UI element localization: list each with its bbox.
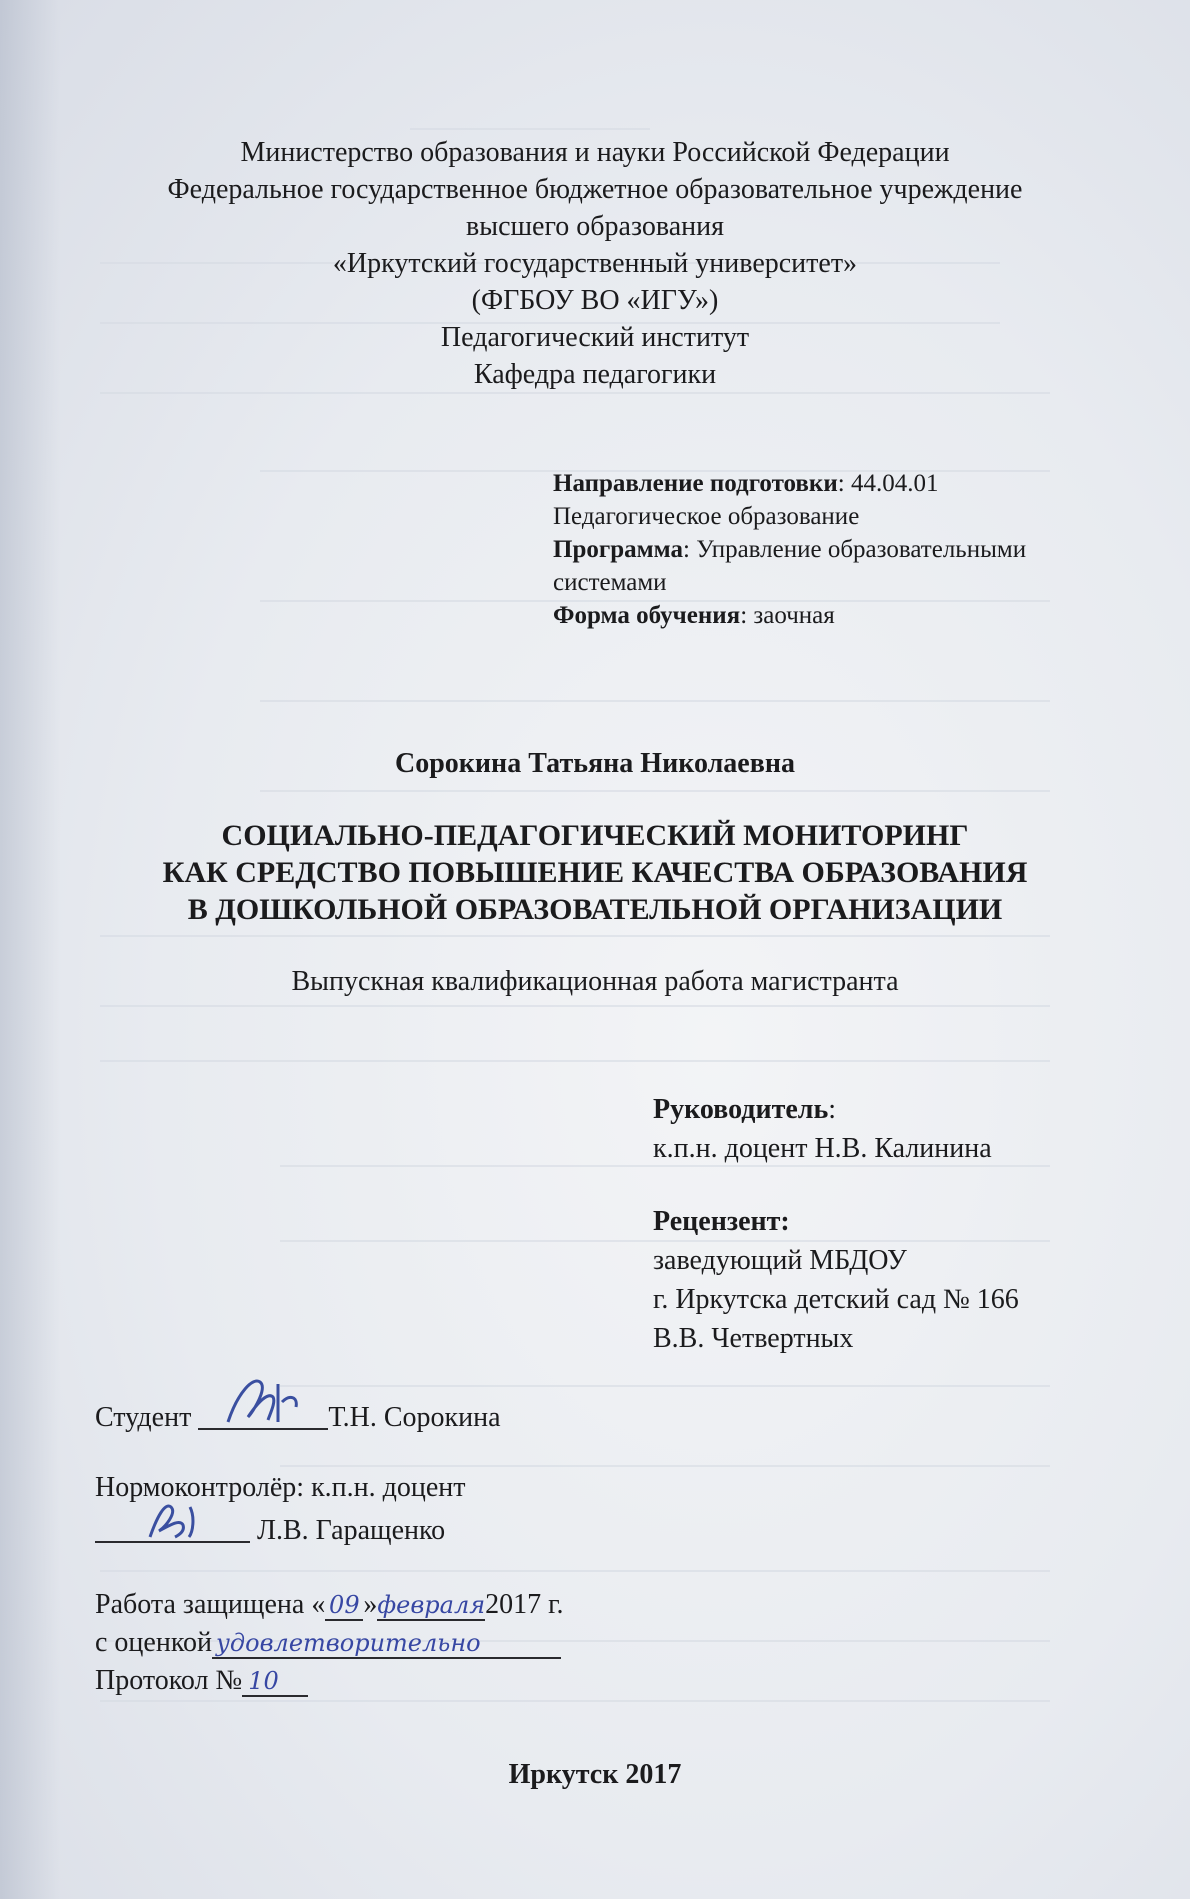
grade-value: удовлетворительно (212, 1629, 561, 1659)
institution-line-1: Федеральное государственное бюджетное образовательное учреждение (167, 174, 1023, 205)
show-through-line (280, 1465, 1050, 1467)
student-line (95, 1398, 501, 1434)
study-form-label: Форма обучения (553, 602, 741, 629)
show-through-line (100, 1700, 1050, 1702)
show-through-line (100, 1570, 1050, 1572)
supervisor-label: Руководитель (653, 1094, 829, 1125)
reviewer-line-1: заведующий МБДОУ (653, 1245, 907, 1276)
direction-name: Педагогическое образование (553, 503, 860, 530)
show-through-line (260, 700, 1050, 702)
department-name: Кафедра педагогики (473, 359, 717, 390)
student-label: Студент (95, 1402, 192, 1433)
city-year: Иркутск 2017 (508, 1759, 682, 1790)
protocol-line (95, 1665, 308, 1697)
supervisor-label-line (653, 1094, 836, 1126)
thesis-title-line-2: КАК СРЕДСТВО ПОВЫШЕНИЕ КАЧЕСТВА ОБРАЗОВАНИЯ (162, 856, 1028, 889)
reviewer-line-2: г. Иркутска детский сад № 166 (653, 1284, 1019, 1315)
study-form-line (553, 602, 835, 630)
show-through-line (280, 1385, 1050, 1387)
program-value-continued: системами (553, 569, 667, 596)
protocol-number: 10 (242, 1667, 308, 1697)
university-abbreviation: (ФГБОУ ВО «ИГУ») (471, 285, 719, 316)
show-through-line (100, 392, 1050, 394)
direction-code: : 44.04.01 (837, 470, 939, 497)
defense-line (95, 1589, 563, 1621)
defense-label: Работа защищена « (95, 1589, 326, 1620)
study-form-value: : заочная (740, 602, 835, 629)
reviewer-line-3: В.В. Четвертных (653, 1323, 854, 1354)
defense-month: февраля (377, 1591, 486, 1619)
show-through-line (410, 128, 650, 130)
student-signature-icon (198, 1372, 328, 1432)
grade-line (95, 1627, 561, 1659)
ministry-line: Министерство образования и науки Российской Федерации (240, 137, 950, 168)
show-through-line (260, 790, 1050, 792)
normcontrol-signature (95, 1515, 250, 1543)
show-through-line (100, 1060, 1050, 1062)
defense-day: 09 (325, 1591, 363, 1621)
institution-line-2: высшего образования (466, 211, 724, 242)
reviewer-label: Рецензент: (653, 1206, 790, 1237)
normcontrol-signature-icon (95, 1487, 250, 1547)
normcontrol-signature-line (95, 1511, 445, 1547)
show-through-line (100, 935, 1050, 937)
direction-label: Направление подготовки (553, 470, 838, 497)
thesis-title-line-1: СОЦИАЛЬНО-ПЕДАГОГИЧЕСКИЙ МОНИТОРИНГ (221, 819, 969, 852)
work-type: Выпускная квалификационная работа магистранта (291, 966, 899, 997)
defense-quote-close: » (363, 1589, 378, 1620)
supervisor-colon: : (828, 1094, 837, 1125)
institute-name: Педагогический институт (440, 322, 750, 353)
program-line (553, 536, 1026, 564)
thesis-title-line-3: В ДОШКОЛЬНОЙ ОБРАЗОВАТЕЛЬНОЙ ОРГАНИЗАЦИИ (187, 893, 1003, 926)
defense-year: 2017 г. (485, 1589, 564, 1620)
grade-label: с оценкой (95, 1627, 212, 1658)
normcontrol-name: Л.В. Гаращенко (257, 1515, 446, 1546)
program-label: Программа (553, 536, 683, 563)
protocol-label: Протокол № (95, 1665, 243, 1696)
student-signature-line (198, 1402, 328, 1430)
show-through-line (280, 1165, 1050, 1167)
direction-line (553, 470, 938, 498)
author-name: Сорокина Татьяна Николаевна (395, 748, 795, 779)
normcontrol-label: Нормоконтролёр: к.п.н. доцент (95, 1472, 466, 1503)
show-through-line (100, 1005, 1050, 1007)
program-value: : Управление образовательными (683, 536, 1027, 563)
university-name: «Иркутский государственный университет» (332, 248, 858, 279)
show-through-line (280, 1240, 1050, 1242)
student-name: Т.Н. Сорокина (328, 1402, 501, 1433)
supervisor-value: к.п.н. доцент Н.В. Калинина (653, 1133, 992, 1164)
